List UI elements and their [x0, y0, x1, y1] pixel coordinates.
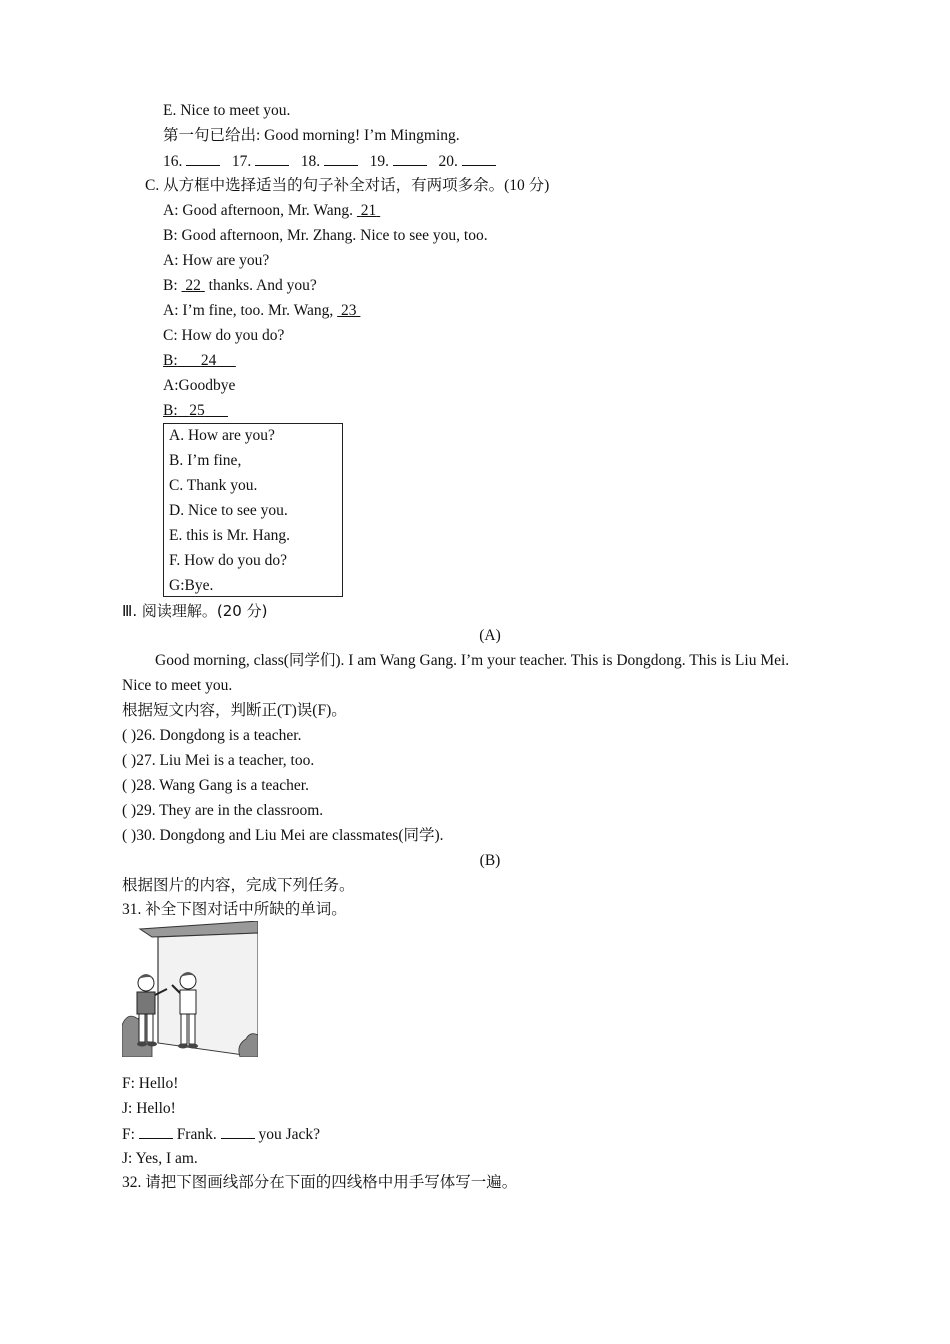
- dialogue-line: A:Goodbye: [163, 377, 236, 394]
- dialogue-line: C: How do you do?: [163, 327, 285, 344]
- passage-a-text-line2: Nice to meet you.: [122, 677, 233, 694]
- blank-21[interactable]: 21: [360, 202, 377, 219]
- tf-item-29[interactable]: ( )29. They are in the classroom.: [122, 802, 324, 819]
- blank-23[interactable]: 23: [341, 302, 357, 319]
- option-a: A. How are you?: [169, 427, 275, 444]
- slot-16-label: 16.: [163, 153, 183, 170]
- dialogue-text: A: Good afternoon, Mr. Wang.: [163, 202, 357, 219]
- dialogue-line-22: [163, 276, 317, 296]
- picture-dialogue-fill-line: [122, 1124, 320, 1145]
- slot-19-label: 19.: [369, 153, 389, 170]
- slot-19-blank[interactable]: [393, 151, 427, 166]
- dialogue-line: B: Good afternoon, Mr. Zhang. Nice to see you, too.: [163, 227, 488, 244]
- slot-18-label: 18.: [300, 153, 321, 170]
- first-sentence-note: 第一句已给出: Good morning! I’m Mingming.: [163, 127, 460, 144]
- speaker-label: B:: [163, 277, 182, 294]
- question-31: 31. 补全下图对话中所缺的单词。: [122, 901, 347, 918]
- two-boys-greeting-illustration: [122, 921, 258, 1057]
- option-g: G:Bye.: [169, 577, 214, 594]
- blank-word-1[interactable]: [139, 1124, 173, 1139]
- option-d: D. Nice to see you.: [169, 502, 288, 519]
- tf-item-27[interactable]: ( )27. Liu Mei is a teacher, too.: [122, 752, 315, 769]
- dialogue-text: A: I’m fine, too. Mr. Wang,: [163, 302, 338, 319]
- tf-item-26[interactable]: ( )26. Dongdong is a teacher.: [122, 727, 302, 744]
- slot-17-label: 17.: [231, 153, 252, 170]
- option-e: E. Nice to meet you.: [163, 102, 291, 119]
- slot-20-label: 20.: [438, 153, 458, 170]
- passage-b-instruction: 根据图片的内容，完成下列任务。: [122, 877, 355, 894]
- option-e: E. this is Mr. Hang.: [169, 527, 290, 544]
- section-3-heading: Ⅲ. 阅读理解。(20 分): [122, 602, 268, 620]
- slot-18-blank[interactable]: [324, 151, 358, 166]
- options-box: [163, 423, 343, 597]
- picture-dialogue-line: J: Hello!: [122, 1100, 176, 1117]
- speaker-label: B:: [163, 402, 178, 419]
- blank-word-2[interactable]: [221, 1124, 255, 1139]
- blank-22[interactable]: 22: [185, 277, 201, 294]
- part-c-instruction: C. 从方框中选择适当的句子补全对话，有两项多余。(10 分): [145, 177, 550, 194]
- speaker-label: F:: [122, 1126, 139, 1143]
- dialogue-line-24[interactable]: [163, 351, 236, 371]
- slot-20-blank[interactable]: [462, 151, 496, 166]
- slot-16-blank[interactable]: [186, 151, 220, 166]
- option-c: C. Thank you.: [169, 477, 258, 494]
- dialogue-text: you Jack?: [254, 1126, 321, 1143]
- dialogue-text: Frank.: [172, 1126, 221, 1143]
- blank-25[interactable]: 25: [189, 402, 205, 419]
- dialogue-text: thanks. And you?: [204, 277, 317, 294]
- dialogue-line-25[interactable]: [163, 401, 228, 421]
- option-f: F. How do you do?: [169, 552, 288, 569]
- passage-a-text-line1: Good morning, class(同学们). I am Wang Gang. I’m your teacher. This is Dongdong. This is Liu Mei.: [155, 652, 790, 669]
- tf-item-28[interactable]: ( )28. Wang Gang is a teacher.: [122, 777, 309, 794]
- speaker-label: B:: [163, 352, 178, 369]
- picture-dialogue-line: J: Yes, I am.: [122, 1150, 198, 1167]
- dialogue-line: A: How are you?: [163, 252, 270, 269]
- passage-a-label: (A): [479, 627, 501, 644]
- passage-a-instruction: 根据短文内容，判断正(T)误(F)。: [122, 702, 347, 719]
- dialogue-line-21: [163, 201, 380, 221]
- answer-slots-16-20: [163, 151, 496, 172]
- blank-24[interactable]: 24: [200, 352, 217, 369]
- picture-dialogue-line: F: Hello!: [122, 1075, 179, 1092]
- question-32: 32. 请把下图画线部分在下面的四线格中用手写体写一遍。: [122, 1174, 518, 1191]
- dialogue-line-23: [163, 301, 360, 321]
- passage-b-label: (B): [479, 852, 501, 869]
- option-b: B. I’m fine,: [169, 452, 242, 469]
- slot-17-blank[interactable]: [255, 151, 289, 166]
- tf-item-30[interactable]: ( )30. Dongdong and Liu Mei are classmates(同学).: [122, 827, 444, 844]
